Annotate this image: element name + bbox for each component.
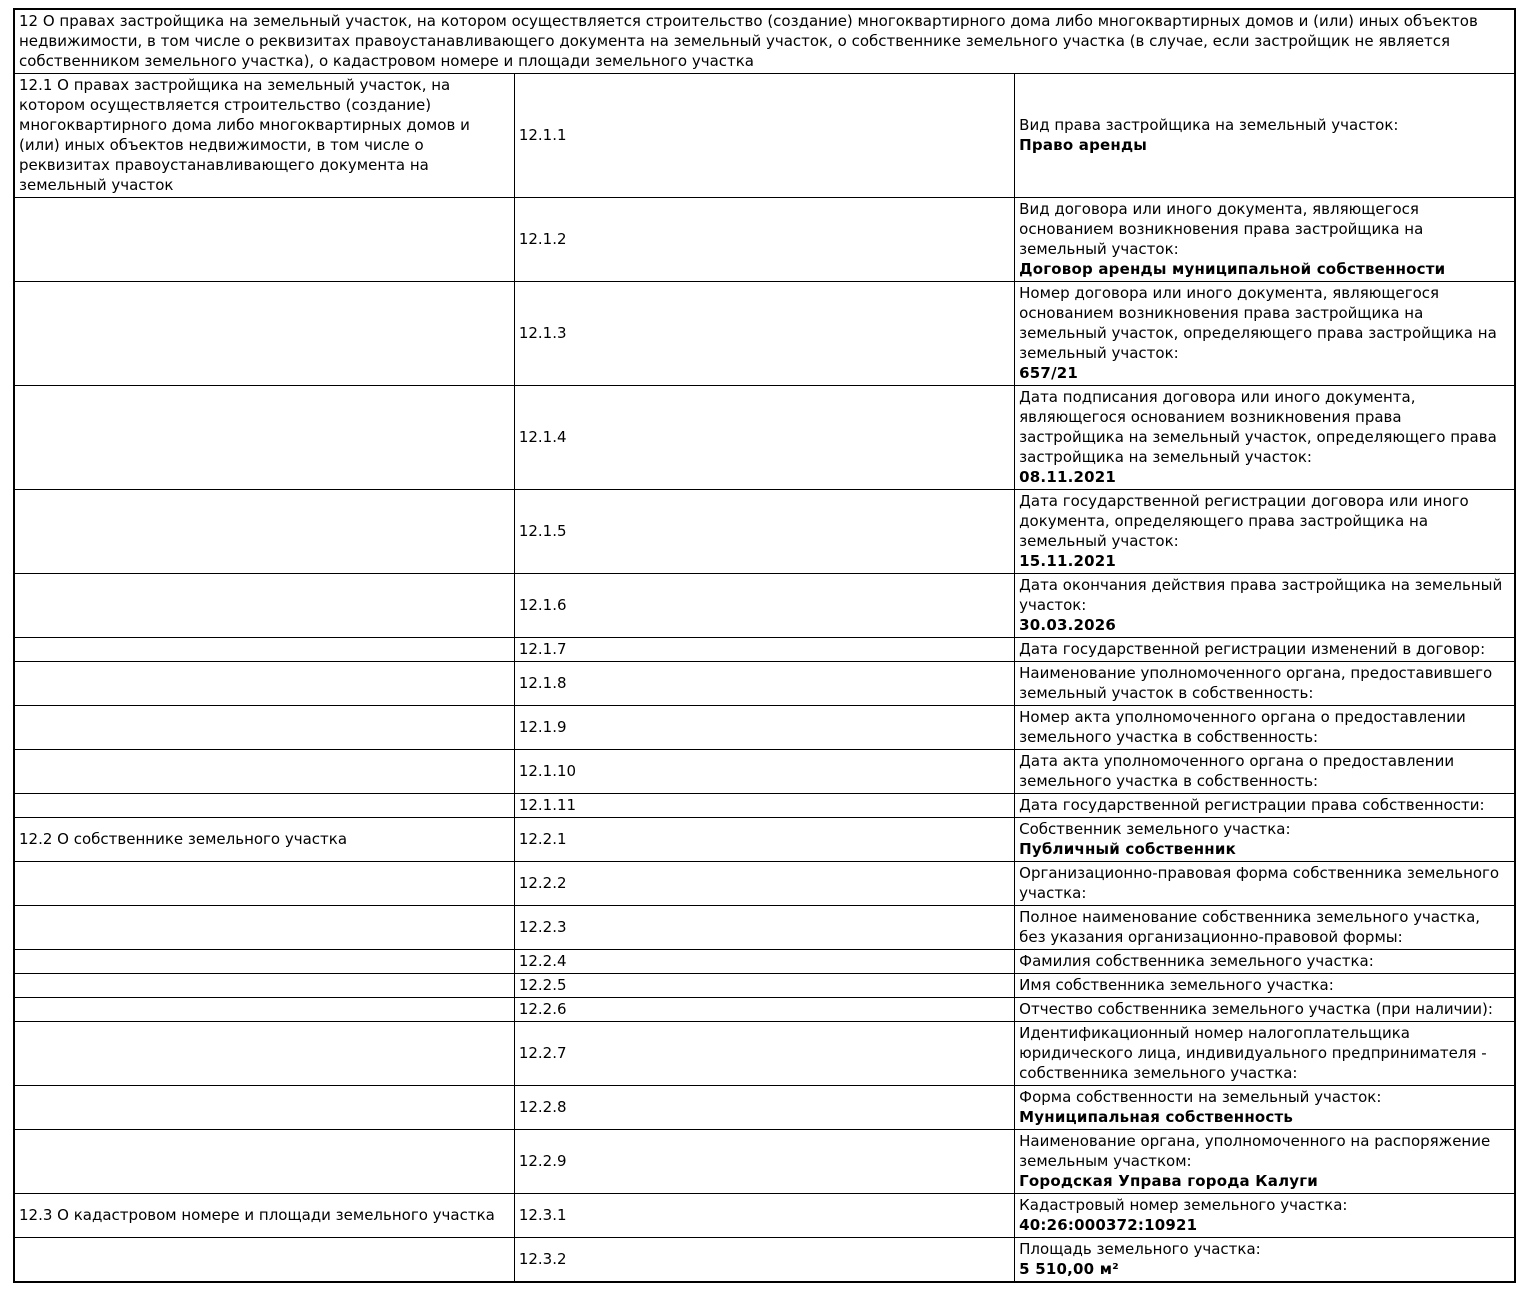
- row-content-cell: [1015, 662, 1515, 706]
- row-number-cell: [514, 706, 1014, 750]
- row-content-cell: [1015, 1238, 1515, 1283]
- table-row: [14, 638, 1515, 662]
- row-content-cell: [1015, 574, 1515, 638]
- table-row: [14, 662, 1515, 706]
- row-number: 12.1.2: [518, 230, 567, 248]
- field-label: Вид договора или иного документа, являющегося основанием возникновения права застройщика на земельный участок:: [1019, 200, 1424, 258]
- row-number-cell: [514, 490, 1014, 574]
- section-cell: [14, 974, 514, 998]
- row-content-cell: [1015, 818, 1515, 862]
- field-label: Полное наименование собственника земельного участка, без указания организационно-правовой формы:: [1019, 908, 1481, 946]
- field-label: Дата государственной регистрации изменений в договор:: [1019, 640, 1486, 658]
- row-number: 12.2.9: [518, 1152, 567, 1170]
- table-row: [14, 282, 1515, 386]
- table-row: [14, 198, 1515, 282]
- field-label: Отчество собственника земельного участка (при наличии):: [1019, 1000, 1493, 1018]
- row-number-cell: [514, 974, 1014, 998]
- field-label: Дата государственной регистрации договора или иного документа, определяющего права застройщика на земельный участок:: [1019, 492, 1469, 550]
- table-row: [14, 1086, 1515, 1130]
- field-label: Номер акта уполномоченного органа о предоставлении земельного участка в собственность:: [1019, 708, 1466, 746]
- section-cell: [14, 862, 514, 906]
- table-row: [14, 862, 1515, 906]
- table-row: [14, 1238, 1515, 1283]
- row-number-cell: [514, 662, 1014, 706]
- field-value: 30.03.2026: [1019, 616, 1117, 634]
- section-cell: [14, 750, 514, 794]
- field-label: Фамилия собственника земельного участка:: [1019, 952, 1374, 970]
- field-value: Договор аренды муниципальной собственности: [1019, 260, 1446, 278]
- section-label: 12.2 О собственнике земельного участка: [19, 830, 348, 848]
- table-row: [14, 1130, 1515, 1194]
- section-cell: [14, 706, 514, 750]
- row-content-cell: [1015, 74, 1515, 198]
- table-row: [14, 794, 1515, 818]
- row-number-cell: [514, 1238, 1014, 1283]
- row-number-cell: [514, 198, 1014, 282]
- row-content-cell: [1015, 282, 1515, 386]
- row-number-cell: [514, 386, 1014, 490]
- table-row: [14, 574, 1515, 638]
- field-value: 08.11.2021: [1019, 468, 1117, 486]
- field-label: Дата подписания договора или иного документа, являющегося основанием возникновения права застройщика на земельный участок, определяющего права застройщика на земельный участок:: [1019, 388, 1497, 466]
- row-content-cell: [1015, 794, 1515, 818]
- table-row: [14, 750, 1515, 794]
- field-value: Право аренды: [1019, 136, 1148, 154]
- row-number: 12.1.3: [518, 324, 567, 342]
- row-content-cell: [1015, 906, 1515, 950]
- section-cell: [14, 662, 514, 706]
- section-cell: [14, 1238, 514, 1283]
- row-number-cell: [514, 906, 1014, 950]
- field-label: Кадастровый номер земельного участка:: [1019, 1196, 1348, 1214]
- field-value: 40:26:000372:10921: [1019, 1216, 1198, 1234]
- row-number-cell: [514, 574, 1014, 638]
- section-cell: [14, 998, 514, 1022]
- row-number: 12.1.7: [518, 640, 567, 658]
- declaration-table: [13, 8, 1516, 1283]
- row-content-cell: [1015, 386, 1515, 490]
- row-content-cell: [1015, 1022, 1515, 1086]
- table-row: [14, 998, 1515, 1022]
- row-number-cell: [514, 862, 1014, 906]
- section-cell: [14, 386, 514, 490]
- section-cell: [14, 906, 514, 950]
- field-label: Вид права застройщика на земельный участок:: [1019, 116, 1399, 134]
- section-cell: [14, 1022, 514, 1086]
- row-number-cell: [514, 950, 1014, 974]
- row-number-cell: [514, 998, 1014, 1022]
- section-cell: [14, 282, 514, 386]
- row-number: 12.1.11: [518, 796, 577, 814]
- row-number: 12.1.10: [518, 762, 577, 780]
- field-value: Муниципальная собственность: [1019, 1108, 1294, 1126]
- row-number: 12.1.4: [518, 428, 567, 446]
- row-number: 12.1.1: [518, 126, 567, 144]
- section-header-row: [14, 9, 1515, 74]
- row-content-cell: [1015, 1130, 1515, 1194]
- table-row: [14, 818, 1515, 862]
- row-number-cell: [514, 750, 1014, 794]
- row-number: 12.1.5: [518, 522, 567, 540]
- field-label: Дата акта уполномоченного органа о предоставлении земельного участка в собственность:: [1019, 752, 1455, 790]
- row-number: 12.1.8: [518, 674, 567, 692]
- row-number: 12.3.2: [518, 1250, 567, 1268]
- row-number-cell: [514, 1086, 1014, 1130]
- field-label: Наименование органа, уполномоченного на распоряжение земельным участком:: [1019, 1132, 1491, 1170]
- table-row: [14, 1022, 1515, 1086]
- row-content-cell: [1015, 974, 1515, 998]
- section-cell: [14, 794, 514, 818]
- row-number-cell: [514, 282, 1014, 386]
- row-content-cell: [1015, 706, 1515, 750]
- row-number: 12.2.3: [518, 918, 567, 936]
- section-cell: [14, 950, 514, 974]
- table-row: [14, 74, 1515, 198]
- row-content-cell: [1015, 490, 1515, 574]
- row-number-cell: [514, 1130, 1014, 1194]
- field-value: 5 510,00 м²: [1019, 1260, 1119, 1278]
- row-number: 12.2.1: [518, 830, 567, 848]
- section-12-header: 12 О правах застройщика на земельный участок, на котором осуществляется строительство (создание) многоквартирного дома либо многоквартирных домов и (или) иных объектов недвижимости, в том числе о реквизитах правоустанавливающего документа на земельный участок, о собственнике земельного участка (в случае, если застройщик не является собственником земельного участка), о кадастровом номере и площади земельного участка: [14, 9, 1515, 74]
- row-content-cell: [1015, 1086, 1515, 1130]
- section-cell: [14, 1130, 514, 1194]
- field-label: Наименование уполномоченного органа, предоставившего земельный участок в собственность:: [1019, 664, 1493, 702]
- table-row: [14, 490, 1515, 574]
- section-cell: [14, 1086, 514, 1130]
- row-number: 12.2.2: [518, 874, 567, 892]
- row-number: 12.1.9: [518, 718, 567, 736]
- row-content-cell: [1015, 198, 1515, 282]
- field-label: Номер договора или иного документа, являющегося основанием возникновения права застройщика на земельный участок, определяющего права застройщика на земельный участок:: [1019, 284, 1497, 362]
- field-label: Собственник земельного участка:: [1019, 820, 1291, 838]
- row-number-cell: [514, 1194, 1014, 1238]
- field-value: Публичный собственник: [1019, 840, 1236, 858]
- row-content-cell: [1015, 950, 1515, 974]
- field-label: Дата окончания действия права застройщика на земельный участок:: [1019, 576, 1503, 614]
- row-number: 12.2.5: [518, 976, 567, 994]
- row-number: 12.2.8: [518, 1098, 567, 1116]
- table-row: [14, 974, 1515, 998]
- section-label: 12.1 О правах застройщика на земельный участок, на котором осуществляется строительство (создание) многоквартирного дома либо многоквартирных домов и (или) иных объектов недвижимости, в том числе о реквизитах правоустанавливающего документа на земельный участок: [19, 76, 470, 194]
- row-content-cell: [1015, 638, 1515, 662]
- section-cell: [14, 574, 514, 638]
- section-cell: [14, 818, 514, 862]
- row-number-cell: [514, 794, 1014, 818]
- row-number: 12.2.6: [518, 1000, 567, 1018]
- field-label: Организационно-правовая форма собственника земельного участка:: [1019, 864, 1500, 902]
- field-label: Имя собственника земельного участка:: [1019, 976, 1334, 994]
- section-cell: [14, 638, 514, 662]
- row-content-cell: [1015, 750, 1515, 794]
- row-number-cell: [514, 818, 1014, 862]
- table-row: [14, 906, 1515, 950]
- row-number: 12.2.4: [518, 952, 567, 970]
- row-number: 12.2.7: [518, 1044, 567, 1062]
- field-value: Городская Управа города Калуги: [1019, 1172, 1318, 1190]
- row-number: 12.3.1: [518, 1206, 567, 1224]
- table-body: [14, 9, 1515, 1282]
- field-label: Идентификационный номер налогоплательщика юридического лица, индивидуального предпринимателя - собственника земельного участка:: [1019, 1024, 1487, 1082]
- row-number-cell: [514, 74, 1014, 198]
- table-row: [14, 1194, 1515, 1238]
- section-cell: [14, 198, 514, 282]
- field-label: Площадь земельного участка:: [1019, 1240, 1261, 1258]
- row-content-cell: [1015, 1194, 1515, 1238]
- section-cell: [14, 74, 514, 198]
- table-row: [14, 386, 1515, 490]
- section-cell: [14, 1194, 514, 1238]
- row-content-cell: [1015, 862, 1515, 906]
- row-content-cell: [1015, 998, 1515, 1022]
- row-number-cell: [514, 1022, 1014, 1086]
- section-cell: [14, 490, 514, 574]
- row-number: 12.1.6: [518, 596, 567, 614]
- field-label: Дата государственной регистрации права собственности:: [1019, 796, 1485, 814]
- table-row: [14, 706, 1515, 750]
- section-label: 12.3 О кадастровом номере и площади земельного участка: [19, 1206, 495, 1224]
- field-value: 657/21: [1019, 364, 1079, 382]
- row-number-cell: [514, 638, 1014, 662]
- table-row: [14, 950, 1515, 974]
- field-value: 15.11.2021: [1019, 552, 1117, 570]
- field-label: Форма собственности на земельный участок:: [1019, 1088, 1382, 1106]
